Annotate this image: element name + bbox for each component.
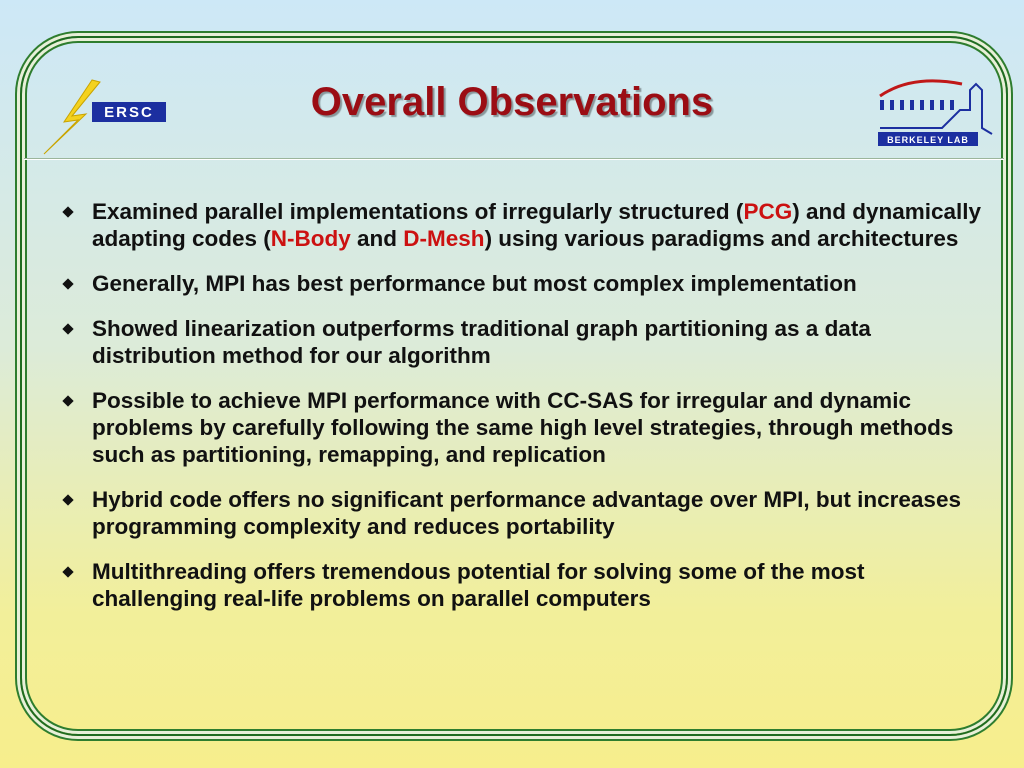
diamond-bullet-icon bbox=[62, 206, 73, 217]
bullet-item: Hybrid code offers no significant performance advantage over MPI, but increases programming complexity and reduces portability bbox=[64, 486, 984, 540]
diamond-bullet-icon bbox=[62, 494, 73, 505]
diamond-bullet-icon bbox=[62, 323, 73, 334]
diamond-bullet-icon bbox=[62, 395, 73, 406]
berkeley-lab-logo-text: BERKELEY LAB bbox=[887, 135, 969, 145]
bullet-list bbox=[64, 198, 984, 630]
slide-title: Overall Observations bbox=[310, 80, 714, 124]
bullet-item: Examined parallel implementations of irregularly structured (PCG) and dynamically adapting codes (N-Body and D-Mesh) using various paradigms and architectures bbox=[64, 198, 984, 252]
bullet-item: Generally, MPI has best performance but most complex implementation bbox=[64, 270, 984, 297]
bullet-item: Multithreading offers tremendous potential for solving some of the most challenging real-life problems on parallel computers bbox=[64, 558, 984, 612]
nersc-logo-text: ERSC bbox=[104, 104, 154, 121]
diamond-bullet-icon bbox=[62, 278, 73, 289]
diamond-bullet-icon bbox=[62, 566, 73, 577]
bullet-item: Possible to achieve MPI performance with CC-SAS for irregular and dynamic problems by carefully following the same high level strategies, through methods such as partitioning, remapping, and replication bbox=[64, 387, 984, 468]
title-divider bbox=[24, 158, 1004, 160]
bullet-item: Showed linearization outperforms traditional graph partitioning as a data distribution method for our algorithm bbox=[64, 315, 984, 369]
berkeley-lab-logo bbox=[872, 70, 996, 150]
